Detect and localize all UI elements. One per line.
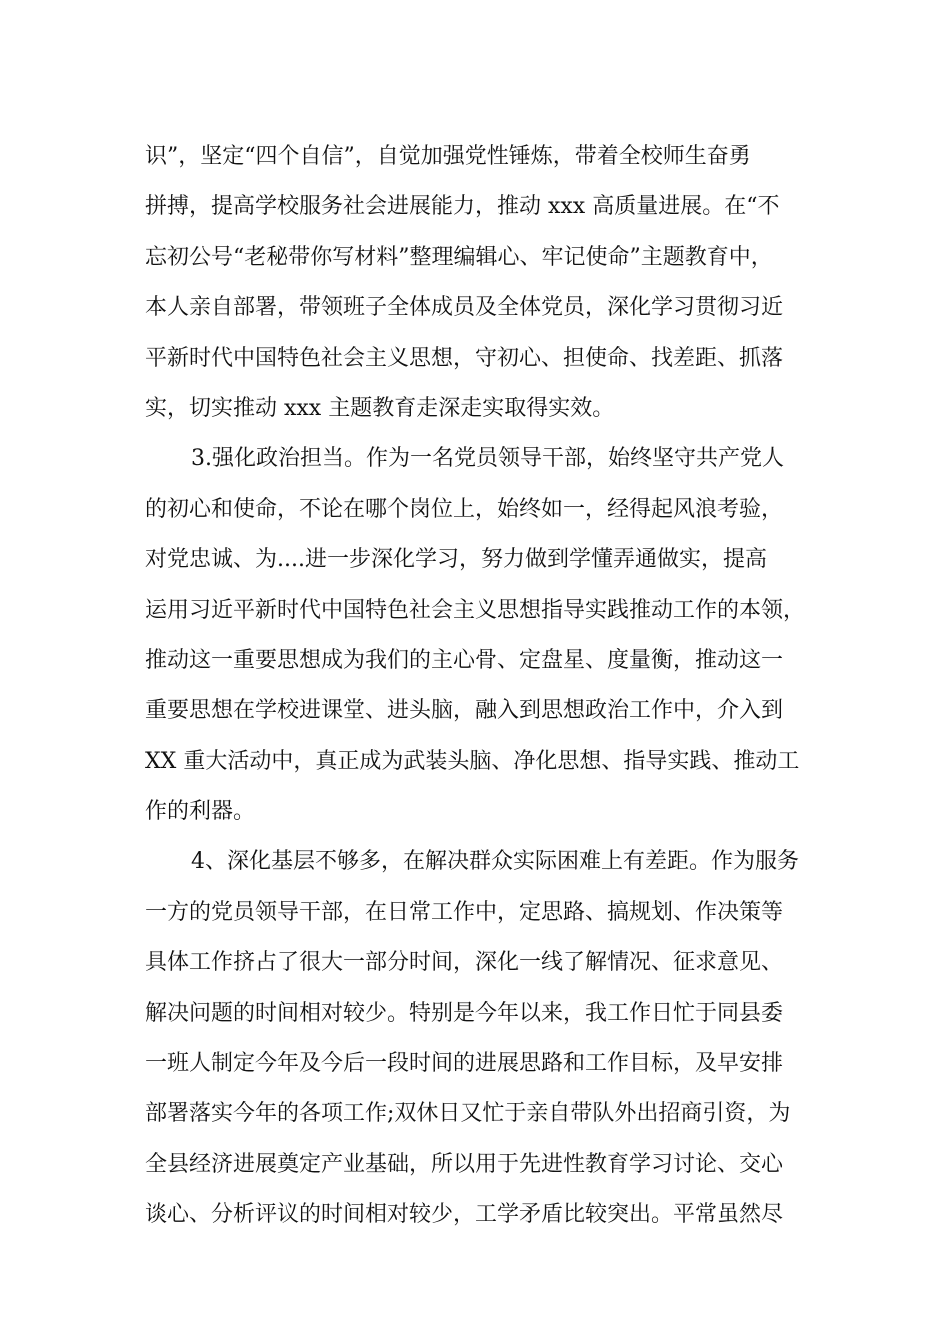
text-line: 作的利器。 [145,799,256,825]
text-line: 一方的党员领导干部，在日常工作中，定思路、搞规划、作决策等 [145,899,784,925]
text-line: XX 重大活动中，真正成为武装头脑、净化思想、指导实践、推动工 [145,748,800,774]
text-line: 拼搏，提高学校服务社会进展能力，推动 xxx 高质量进展。在“不 [145,194,780,220]
text-line: 实，切实推动 xxx 主题教育走深走实取得实效。 [145,395,615,421]
text-line: 的初心和使命，不论在哪个岗位上，始终如一，经得起风浪考验， [145,496,784,522]
text-line: 识”，坚定“四个自信”，自觉加强党性锤炼，带着全校师生奋勇 [145,144,751,169]
text-line: 3.强化政治担当。作为一名党员领导干部，始终坚守共产党人 [191,446,784,472]
paragraph-3 [145,837,825,1240]
text-line: 推动这一重要思想成为我们的主心骨、定盘星、度量衡，推动这一 [145,647,784,673]
text-line: 重要思想在学校进课堂、进头脑，融入到思想政治工作中，介入到 [145,698,784,724]
text-line: 4、深化基层不够多，在解决群众实际困难上有差距。作为服务 [191,849,799,875]
paragraph-1 [145,132,825,434]
text-line: 平新时代中国特色社会主义思想，守初心、担使命、找差距、抓落 [145,345,784,371]
text-line: 一班人制定今年及今后一段时间的进展思路和工作目标，及早安排 [145,1051,784,1077]
text-line: 部署落实今年的各项工作;双休日又忙于亲自带队外出招商引资，为 [145,1101,791,1127]
paragraph-2 [145,434,825,837]
text-line: 对党忠诚、为....进一步深化学习，努力做到学懂弄通做实，提高 [145,547,767,573]
text-line: 谈心、分析评议的时间相对较少，工学矛盾比较突出。平常虽然尽 [145,1202,784,1228]
text-line: 解决问题的时间相对较少。特别是今年以来，我工作日忙于同县委 [145,1000,784,1026]
text-line: 本人亲自部署，带领班子全体成员及全体党员，深化学习贯彻习近 [145,295,784,321]
document-body [145,132,825,1241]
text-line: 全县经济进展奠定产业基础，所以用于先进性教育学习讨论、交心 [145,1151,784,1177]
text-line: 忘初公号“老秘带你写材料”整理编辑心、牢记使命”主题教育中， [145,244,773,270]
text-line: 具体工作挤占了很大一部分时间，深化一线了解情况、征求意见、 [145,950,784,976]
text-line: 运用习近平新时代中国特色社会主义思想指导实践推动工作的本领， [145,597,806,623]
